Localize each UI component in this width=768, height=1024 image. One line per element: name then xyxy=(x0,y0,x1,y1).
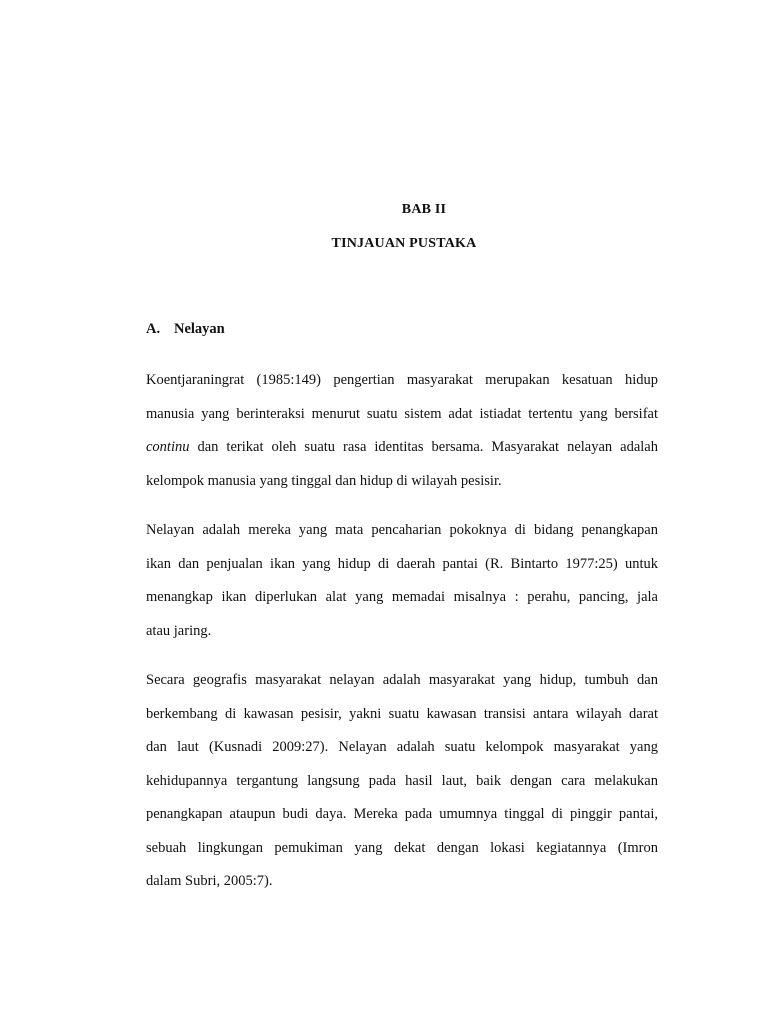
italic-term: continu xyxy=(146,439,190,455)
paragraph-1 xyxy=(146,364,658,498)
paragraph-line: kehidupannya tergantung langsung pada hasil laut, baik dengan cara melakukan xyxy=(146,772,658,789)
section-title: Nelayan xyxy=(174,321,225,337)
paragraph-line: dalam Subri, 2005:7). xyxy=(146,873,273,889)
paragraph-line: manusia yang berinteraksi menurut suatu sistem adat istiadat tertentu yang bersifat xyxy=(146,405,658,422)
paragraph-line-rest: dan terikat oleh suatu rasa identitas bersama. Masyarakat nelayan adalah xyxy=(189,439,658,455)
paragraph-line: Secara geografis masyarakat nelayan adalah masyarakat yang hidup, tumbuh dan xyxy=(146,672,658,688)
paragraph-3 xyxy=(146,664,658,899)
section-heading xyxy=(146,321,225,338)
chapter-number: BAB II xyxy=(401,202,447,217)
paragraph-line: sebuah lingkungan pemukiman yang dekat dengan lokasi kegiatannya (Imron xyxy=(146,839,658,856)
paragraph-line xyxy=(146,431,658,465)
paragraph-2 xyxy=(146,514,658,648)
paragraph-line: berkembang di kawasan pesisir, yakni suatu kawasan transisi antara wilayah darat xyxy=(146,705,658,722)
paragraph-line: penangkapan ataupun budi daya. Mereka pada umumnya tinggal di pinggir pantai, xyxy=(146,806,658,822)
chapter-title: TINJAUAN PUSTAKA xyxy=(331,236,477,251)
section-letter: A. xyxy=(146,321,161,337)
paragraph-line: atau jaring. xyxy=(146,622,212,639)
paragraph-line: ikan dan penjualan ikan yang hidup di daerah pantai (R. Bintarto 1977:25) untuk xyxy=(146,555,658,572)
paragraph-line: kelompok manusia yang tinggal dan hidup di wilayah pesisir. xyxy=(146,472,502,489)
paragraph-line: dan laut (Kusnadi 2009:27). Nelayan adalah suatu kelompok masyarakat yang xyxy=(146,739,658,755)
paragraph-line: menangkap ikan diperlukan alat yang memadai misalnya : perahu, pancing, jala xyxy=(146,589,658,605)
paragraph-line: Koentjaraningrat (1985:149) pengertian masyarakat merupakan kesatuan hidup xyxy=(146,372,658,388)
paragraph-line: Nelayan adalah mereka yang mata pencaharian pokoknya di bidang penangkapan xyxy=(146,522,658,538)
